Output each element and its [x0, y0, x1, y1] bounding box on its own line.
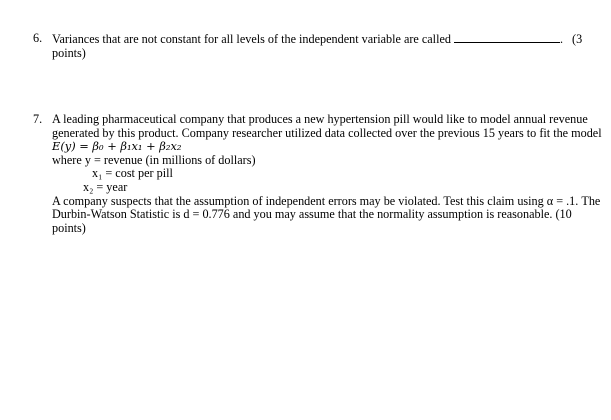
- model-equation: E(y) = β₀ + β₁x₁ + β₂x₂: [52, 139, 182, 154]
- question-7-line-1: A leading pharmaceutical company that produces a new hypertension pill would like to model annual revenue: [52, 112, 588, 126]
- answer-blank[interactable]: [454, 32, 560, 43]
- question-6-line: [52, 32, 593, 47]
- question-6-text: Variances that are not constant for all levels of the independent variable are called: [52, 32, 451, 46]
- question-7-line-2: generated by this product. Company researcher utilized data collected over the previous 15 years to fit the model: [52, 125, 602, 140]
- x2-definition: x₂ = year: [83, 179, 128, 194]
- x1-definition: x₁ = cost per pill: [92, 166, 173, 181]
- question-6-points: points): [52, 45, 86, 60]
- question-6-points-open: (3: [572, 32, 583, 46]
- question-7-line-3: A company suspects that the assumption of independent errors may be violated. Test this claim using α = .1. The: [52, 193, 601, 208]
- question-7-number: 7.: [33, 112, 43, 126]
- question-6-period: .: [559, 32, 564, 46]
- question-7-line-4: Durbin-Watson Statistic is d = 0.776 and you may assume that the normality assumption is reasonable. (10: [52, 207, 572, 222]
- question-6-number: 6.: [33, 31, 43, 45]
- question-6: [33, 32, 593, 60]
- question-7-line-5: points): [52, 220, 86, 235]
- question-7: [33, 112, 602, 235]
- where-revenue-line: where y = revenue (in millions of dollars): [52, 152, 256, 167]
